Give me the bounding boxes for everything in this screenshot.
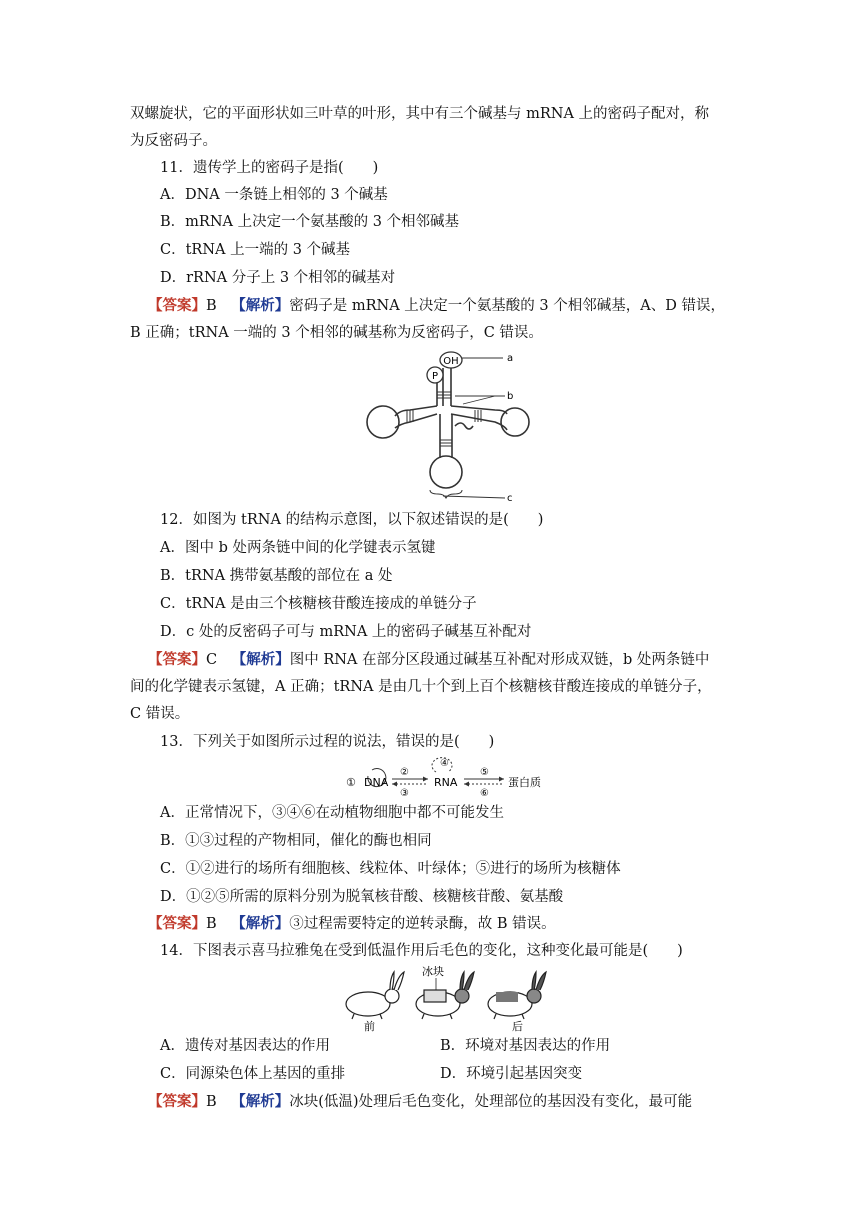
q12-analysis-3: C 错误。	[130, 706, 190, 722]
q14-option-c: C．同源染色体上基因的重排	[160, 1066, 346, 1082]
q11-analysis-2: B 正确；tRNA 一端的 3 个相邻的碱基称为反密码子，C 错误。	[130, 325, 543, 341]
central-dogma-rna: RNA	[434, 776, 458, 789]
q14-option-b: B．环境对基因表达的作用	[440, 1038, 611, 1054]
q13-answer: B	[206, 916, 217, 932]
central-dogma-label-1: ①	[346, 776, 356, 789]
q11-stem: 11．遗传学上的密码子是指( )	[160, 160, 379, 176]
trna-oh-label: OH	[443, 356, 459, 367]
q11-option-a: A．DNA 一条链上相邻的 3 个碱基	[160, 187, 388, 203]
q14-answer: B	[206, 1094, 217, 1110]
central-dogma-label-2: ②	[400, 767, 409, 778]
q13-option-a: A．正常情况下，③④⑥在动植物细胞中都不可能发生	[160, 805, 504, 821]
central-dogma-label-3: ③	[400, 788, 409, 798]
trna-structure-figure	[355, 348, 530, 503]
ice-label: 冰块	[422, 965, 444, 978]
q12-analysis-2: 间的化学键表示氢键，A 正确；tRNA 是由几十个到上百个核糖核苷酸连接成的单链分子，	[130, 679, 712, 695]
q14-option-a: A．遗传对基因表达的作用	[160, 1038, 330, 1054]
answer-tag: 【答案】	[148, 297, 206, 314]
analysis-tag: 【解析】	[231, 915, 290, 932]
q11-analysis-1: 密码子是 mRNA 上决定一个氨基酸的 3 个相邻碱基，A、D 错误，	[289, 298, 725, 314]
central-dogma-label-6: ⑥	[480, 788, 489, 798]
central-dogma-label-5: ⑤	[480, 767, 489, 778]
q11-option-d: D．rRNA 分子上 3 个相邻的碱基对	[160, 270, 396, 286]
q11-answer-line	[148, 296, 725, 316]
q12-answer: C	[206, 652, 218, 668]
rabbit-before-label: 前	[364, 1020, 375, 1032]
q13-answer-line	[148, 914, 556, 934]
q14-stem: 14．下图表示喜马拉雅兔在受到低温作用后毛色的变化，这种变化最可能是( )	[160, 943, 683, 959]
central-dogma-protein: 蛋白质	[508, 776, 541, 789]
answer-tag: 【答案】	[148, 915, 206, 932]
q12-answer-line	[148, 650, 709, 670]
q13-option-c: C．①②进行的场所有细胞核、线粒体、叶绿体；⑤进行的场所为核糖体	[160, 861, 621, 877]
q11-answer: B	[206, 298, 217, 314]
q12-option-d: D．c 处的反密码子可与 mRNA 上的密码子碱基互补配对	[160, 624, 532, 640]
intro-line-1: 双螺旋状，它的平面形状如三叶草的叶形，其中有三个碱基与 mRNA 上的密码子配对，称	[130, 106, 710, 122]
trna-a-label: a	[507, 353, 514, 364]
central-dogma-diagram	[344, 756, 544, 798]
q13-stem: 13．下列关于如图所示过程的说法，错误的是( )	[160, 734, 495, 750]
q11-option-c: C．tRNA 上一端的 3 个碱基	[160, 242, 351, 258]
q12-option-b: B．tRNA 携带氨基酸的部位在 a 处	[160, 568, 393, 584]
q13-option-b: B．①③过程的产物相同，催化的酶也相同	[160, 833, 432, 849]
answer-tag: 【答案】	[148, 651, 206, 668]
q12-stem: 12．如图为 tRNA 的结构示意图，以下叙述错误的是( )	[160, 512, 544, 528]
central-dogma-dna: DNA	[364, 776, 389, 789]
analysis-tag: 【解析】	[231, 297, 290, 314]
intro-line-2: 为反密码子。	[130, 133, 217, 149]
q14-answer-line	[148, 1092, 692, 1112]
analysis-tag: 【解析】	[231, 1093, 290, 1110]
trna-p-label: P	[431, 371, 439, 382]
q13-option-d: D．①②⑤所需的原料分别为脱氧核苷酸、核糖核苷酸、氨基酸	[160, 889, 564, 905]
answer-tag: 【答案】	[148, 1093, 206, 1110]
q12-analysis-1: 图中 RNA 在部分区段通过碱基互补配对形成双链，b 处两条链中	[289, 652, 710, 668]
rabbit-figure	[340, 964, 550, 1032]
trna-c-label: c	[507, 493, 513, 503]
central-dogma-label-4: ④	[440, 758, 449, 769]
q12-option-c: C．tRNA 是由三个核糖核苷酸连接成的单链分子	[160, 596, 477, 612]
analysis-tag: 【解析】	[231, 651, 290, 668]
q11-option-b: B．mRNA 上决定一个氨基酸的 3 个相邻碱基	[160, 214, 460, 230]
trna-b-label: b	[507, 391, 514, 402]
q14-analysis-1: 冰块(低温)处理后毛色变化，处理部位的基因没有变化，最可能	[289, 1094, 693, 1110]
q12-option-a: A．图中 b 处两条链中间的化学键表示氢键	[160, 540, 436, 556]
rabbit-after-label: 后	[512, 1020, 523, 1032]
q14-option-d: D．环境引起基因突变	[440, 1066, 583, 1082]
q13-analysis-1: ③过程需要特定的逆转录酶，故 B 错误。	[289, 916, 556, 932]
